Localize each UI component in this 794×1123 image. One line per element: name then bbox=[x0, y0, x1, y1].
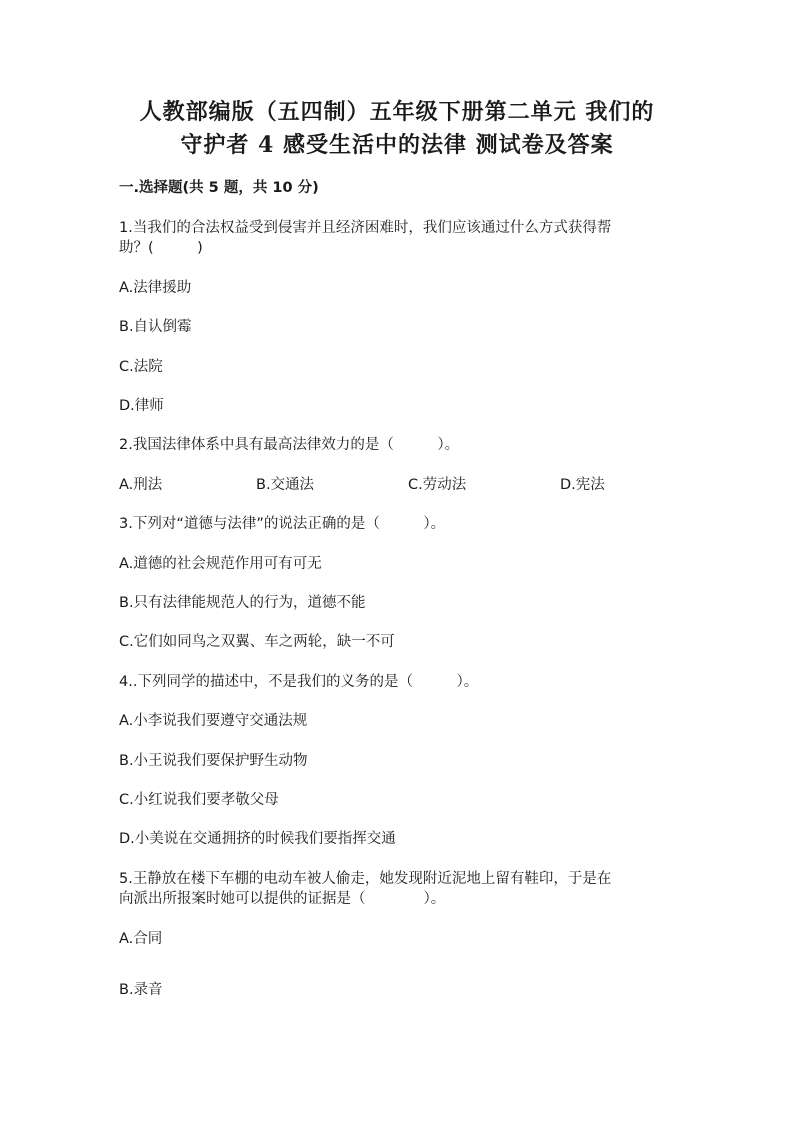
question-3-stem: 3.下列对“道德与法律”的说法正确的是（ ）。 bbox=[119, 516, 446, 532]
question-5-option-b: B.录音 bbox=[119, 982, 163, 998]
question-1-option-a: A.法律援助 bbox=[119, 280, 192, 296]
question-2-option-d: D.宪法 bbox=[560, 477, 605, 493]
document-title-line-1: 人教部编版（五四制）五年级下册第二单元 我们的 bbox=[139, 99, 655, 125]
question-1-stem-line-2: 助？( ) bbox=[119, 240, 203, 256]
question-4-stem: 4..下列同学的描述中，不是我们的义务的是（ ）。 bbox=[119, 674, 479, 690]
question-4-option-d: D.小美说在交通拥挤的时候我们要指挥交通 bbox=[119, 831, 396, 847]
question-4-option-c: C.小红说我们要孝敬父母 bbox=[119, 792, 279, 808]
question-2-stem: 2.我国法律体系中具有最高法律效力的是（ ）。 bbox=[119, 437, 460, 453]
question-5-stem-line-2: 向派出所报案时她可以提供的证据是（ ）。 bbox=[119, 891, 446, 907]
question-3-option-c: C.它们如同鸟之双翼、车之两轮，缺一不可 bbox=[119, 634, 395, 650]
question-1-option-b: B.自认倒霉 bbox=[119, 319, 192, 335]
question-2-option-c: C.劳动法 bbox=[408, 477, 467, 493]
question-1-option-d: D.律师 bbox=[119, 398, 164, 414]
question-3-option-b: B.只有法律能规范人的行为，道德不能 bbox=[119, 595, 366, 611]
question-2-option-a: A.刑法 bbox=[119, 477, 163, 493]
section-heading: 一.选择题(共 5 题，共 10 分) bbox=[119, 180, 319, 196]
question-1-stem-line-1: 1.当我们的合法权益受到侵害并且经济困难时，我们应该通过什么方式获得帮 bbox=[119, 220, 612, 236]
question-4-option-b: B.小王说我们要保护野生动物 bbox=[119, 753, 308, 769]
question-3-option-a: A.道德的社会规范作用可有可无 bbox=[119, 556, 322, 572]
question-5-stem-line-1: 5.王静放在楼下车棚的电动车被人偷走，她发现附近泥地上留有鞋印，于是在 bbox=[119, 871, 612, 887]
question-5-option-a: A.合同 bbox=[119, 931, 163, 947]
document-title-line-2: 守护者 4 感受生活中的法律 测试卷及答案 bbox=[180, 132, 614, 158]
question-4-option-a: A.小李说我们要遵守交通法规 bbox=[119, 713, 308, 729]
question-1-option-c: C.法院 bbox=[119, 359, 163, 375]
question-2-option-b: B.交通法 bbox=[256, 477, 315, 493]
